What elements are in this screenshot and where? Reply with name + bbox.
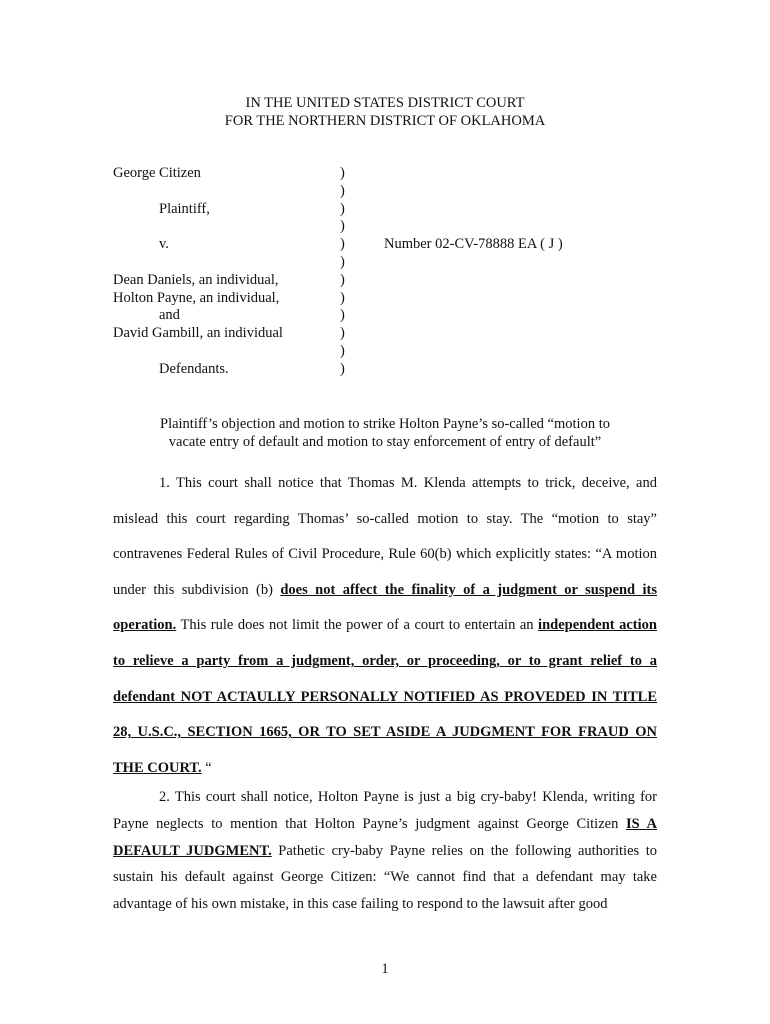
caption-line: Defendants. bbox=[159, 360, 229, 377]
caption-line: v. bbox=[159, 236, 169, 253]
caption-paren: ) bbox=[340, 307, 345, 324]
motion-title-line2: vacate entry of default and motion to stay enforcement of entry of default” bbox=[168, 434, 602, 450]
caption-line: Holton Payne, an individual, bbox=[113, 289, 280, 306]
caption-line bbox=[113, 218, 333, 236]
caption-parties bbox=[113, 165, 333, 379]
paragraph-1-text-c: “ bbox=[201, 759, 212, 776]
case-number: Number 02-CV-78888 EA ( J ) bbox=[384, 236, 563, 252]
caption-line: Plaintiff, bbox=[159, 200, 210, 217]
caption-parentheses bbox=[340, 165, 350, 379]
caption-paren: ) bbox=[340, 200, 345, 217]
paragraph-2 bbox=[113, 784, 657, 917]
caption-paren: ) bbox=[340, 325, 345, 342]
caption-paren: ) bbox=[340, 360, 345, 377]
paragraph-1 bbox=[113, 466, 657, 786]
page-number: 1 bbox=[381, 961, 389, 977]
paragraph-1-text-b: This rule does not limit the power of a court to entertain an bbox=[176, 617, 539, 634]
paragraph-1-emphasis-a: does not affect the finality of a judgment or suspend its operation. bbox=[113, 581, 658, 634]
court-heading bbox=[0, 94, 770, 130]
caption-paren: ) bbox=[340, 271, 345, 288]
caption-line bbox=[113, 343, 333, 361]
court-heading-line1: IN THE UNITED STATES DISTRICT COURT bbox=[245, 95, 525, 111]
paragraph-2-text-b: Pathetic cry-baby Payne relies on the following authorities to sustain his default against George Citizen: “We cannot find that a defendant may take advantage of his own mistake, in this case failing to respond to the lawsuit after good bbox=[113, 842, 657, 912]
caption-line bbox=[113, 183, 333, 201]
caption-line bbox=[113, 254, 333, 272]
caption-line: and bbox=[159, 307, 180, 324]
caption-paren: ) bbox=[340, 342, 345, 359]
caption-paren: ) bbox=[340, 289, 345, 306]
paragraph-2-emphasis: IS A DEFAULT JUDGMENT. bbox=[113, 815, 657, 859]
caption-paren: ) bbox=[340, 182, 345, 199]
document-body bbox=[113, 466, 657, 917]
court-heading-line2: FOR THE NORTHERN DISTRICT OF OKLAHOMA bbox=[224, 113, 546, 129]
caption-line: David Gambill, an individual bbox=[113, 325, 283, 342]
motion-title-line1: Plaintiff’s objection and motion to strike Holton Payne’s so-called “motion to bbox=[160, 416, 610, 432]
paragraph-1-emphasis-b: independent action to relieve a party from a judgment, order, or proceeding, or to grant relief to a defendant NOT ACTAULLY PERSONALLY NOTIFIED AS PROVEDED IN TITLE 28, U.S.C., SECTION 1665, OR TO SET ASIDE A JUDGMENT FOR FRAUD ON THE COURT. bbox=[113, 617, 657, 776]
paragraph-1-text-a: 1. This court shall notice that Thomas M. Klenda attempts to trick, deceive, and mislead this court regarding Thomas’ so-called motion to stay. The “motion to stay” contravenes Federal Rules of Civil Procedure, Rule 60(b) which explicitly states: “A motion under this subdivision (b) bbox=[113, 475, 657, 598]
caption-paren: ) bbox=[340, 218, 345, 235]
motion-title bbox=[0, 415, 770, 451]
caption-paren: ) bbox=[340, 165, 345, 181]
paragraph-2-text-a: 2. This court shall notice, Holton Payne is just a big cry-baby! Klenda, writing for Payne neglects to mention that Holton Payne’s judgment against George Citizen bbox=[113, 789, 657, 832]
caption-line: Dean Daniels, an individual, bbox=[113, 271, 279, 288]
caption-paren: ) bbox=[340, 236, 345, 253]
caption-paren: ) bbox=[340, 253, 345, 270]
caption-line: George Citizen bbox=[113, 165, 201, 181]
